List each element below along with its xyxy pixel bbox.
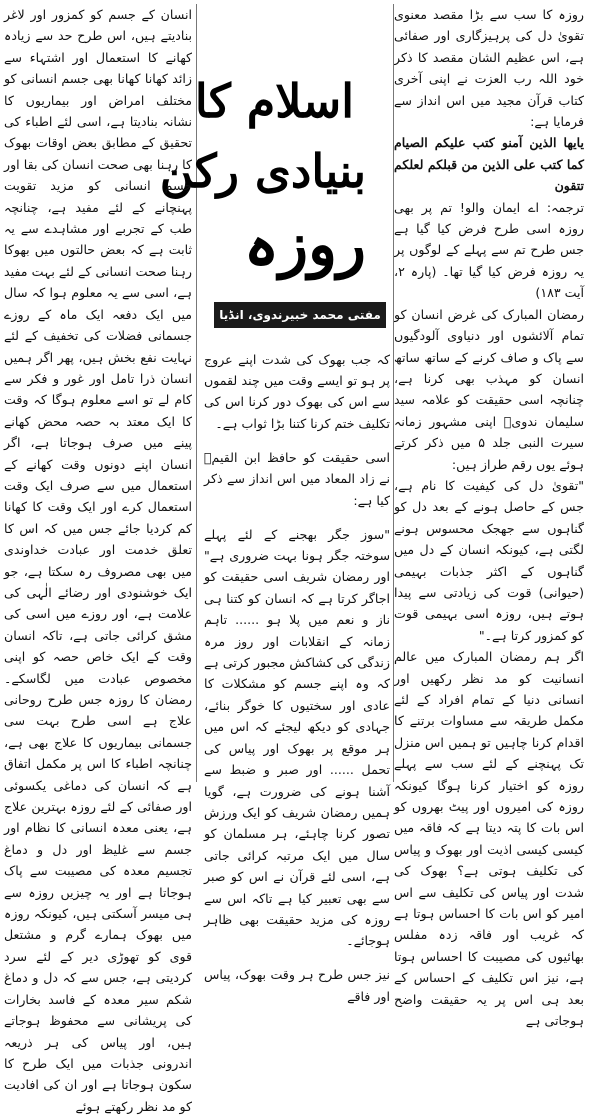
paragraph: اسی حقیقت کو حافظ ابن القیمؒ نے زاد المعاد میں اس انداز سے ذکر کیا ہے: bbox=[204, 449, 390, 508]
paragraph: روزہ کا سب سے بڑا مقصد معنوی تقویٰ دل کی پرہیزگاری اور صفائی ہے، اس عظیم الشان مقصد کا ذکر خود اللہ رب العزت نے اپنی آخری کتاب قرآن مجید میں اس انداز سے فرمایا ہے: bbox=[394, 7, 584, 130]
headline-block bbox=[159, 4, 392, 328]
headline-line-1: اسلام کا bbox=[194, 74, 354, 128]
paragraph: نیز جس طرح ہر وقت بھوک، پیاس اور فاقے bbox=[204, 967, 390, 1004]
paragraph: کہ جب بھوک کی شدت اپنے عروج پر ہو تو ایسے وقت میں چند لقموں سے اس کی بھوک دور کرنا اس کی تکلیف ختم کرنا کتنا بڑا ثواب ہے۔ bbox=[204, 351, 390, 431]
paragraph: اگر ہم رمضان المبارک میں عالم انسانیت کو مد نظر رکھیں اور انسانی دنیا کے تمام افراد کے لئے مکمل طریقہ سے مساوات برتنے کا اقدام کرنا چاہیں تو ہمیں اس منزل تک پہنچنے کے لئے سب سے پہلے روزہ کو اختیار کرنا ہوگا کیونکہ روزہ کی امیروں اور پیٹ بھروں کو اس بات کا پتہ دیتا ہے کہ فاقہ میں کیسی کیسی اذیت اور بھوک و پیاس کی تکلیف ہوتی ہے؟ بھوک کی شدت اور پیاس کی تکلیف سے اس امیر کو اس بات کا احساس ہوتا ہے کہ غریب اور فاقہ زدہ مفلس بھائیوں کی مصیبت کا احساس ہوتا ہے، نیز اس تکلیف کے احساس کے بعد ہی اس پر یہ حقیقت واضح ہوجاتی ہے bbox=[394, 649, 584, 1029]
headline-line-2: بنیادی رکن bbox=[159, 144, 366, 198]
headline-line-3: روزہ bbox=[243, 210, 366, 280]
quran-verse: یایھا الذین آمنو کتب علیکم الصیام کما کتب علی الذین من قبلکم لعلکم تتقون bbox=[394, 135, 584, 194]
article-column-left bbox=[4, 4, 192, 1114]
quote: "سوز جگر بھجنے کے لئے پہلے سوختہ جگر ہونا بہت ضروری ہے" اور رمضان شریف اسی حقیقت کو اجاگر کرتا ہے کہ انسان کو کتنا ہی ناز و نعم میں پلا ہو ...... تاہم زمانہ کے انقلابات اور روز مرہ زندگی کی کشاکش مجبور کرتی ہے کہ وہ اپنے جسم کو مشکلات کا عادی اور سختیوں کا خوگر بنائے، جہادی کو دیکھ لیجئے کہ اس میں ہر موقع پر بھوک اور پیاس کی تحمل ...... اور صبر و ضبط سے آشنا ہونے کی ضرورت ہے، گویا ہمیں رمضان شریف کو ایک ورزش تصور کرنا چاہئے، ہر مسلمان کو سال میں ایک مرتبہ کرائی جاتی ہے، اسی لئے قرآن نے اس کو صبر سے بھی تعبیر کیا ہے تاکہ اس سے روزہ کی مزید حقیقت بھی ظاہر ہوجائے۔ bbox=[204, 526, 390, 949]
author-byline: مفتی محمد خبیرندوی، انڈیا bbox=[214, 302, 386, 328]
paragraph: رمضان المبارک کی غرض انسان کو تمام آلائشوں اور دنیاوی آلودگیوں سے پاک و صاف کرنے کے ساتھ ساتھ انسان کو مہذب بھی کرنا ہے، چنانچہ اسی حقیقت کو علامہ سید سلیمان ندویؒ اپنی مشہور زمانہ سیرت النبی جلد ۵ میں ذکر کرتے ہوئے یوں رقم طراز ہیں: bbox=[394, 306, 584, 472]
article-column-middle bbox=[204, 336, 390, 1004]
quote: "تقویٰ دل کی کیفیت کا نام ہے، جس کے حاصل ہونے کے بعد دل کو گناہوں سے جھجک محسوس ہونے لگتی ہے، کیونکہ انسان کے دل میں گناہوں کے اکثر جذبات بہیمی (حیوانی) قوت کی زیادتی سے پیدا ہوتے ہیں، روزہ اسی بہیمی قوت کو کمزور کرتا ہے۔" bbox=[394, 477, 584, 643]
paragraph: ترجمہ: اے ایمان والو! تم پر بھی روزہ اسی طرح فرض کیا گیا ہے جس طرح تم سے پہلے کے لوگوں پر یہ روزہ فرض کیا گیا تھا۔ (پارہ ۲، آیت ۱۸۳) bbox=[394, 199, 584, 301]
article-column-right bbox=[394, 4, 584, 1029]
column-divider bbox=[393, 4, 394, 782]
paragraph: انسان کے جسم کو کمزور اور لاغر بنادیتے ہیں، اس طرح حد سے زیادہ کھانے کا استعمال اور اشتہاء سے زائد کھانا کھانا بھی جسم انسانی کو مختلف امراض اور بیماریوں کا نشانہ بنادیتا ہے، اسی لئے اطباء کی تحقیق کے مطابق بعض اوقات بھوک کا رہنا بھی صحت انسان کی بقا اور جسم انسانی کو مزید تقویت پہنچانے کے لئے مفید ہے، چنانچہ طب کے تجربے اور مشاہدے سے یہ ثابت ہے کہ بعض حالتوں میں بھوکا رہنا صحت انسانی کے لئے بہت مفید ہے، اسی سے یہ معلوم ہوا کہ سال میں ایک دفعہ ایک ماہ کے روزے جسمانی فضلات کی تخفیف کے لئے نہایت نفع بخش ہیں، پھر اگر ہمیں انسان ذرا تامل اور غور و فکر سے کام لے تو اسے معلوم ہوگا کہ وقت کا ایک معتد بہ حصہ محض کھانے پینے میں صرف ہوجاتا ہے، اگر انسان اپنے دونوں وقت کھانے کے استعمال میں سے صرف ایک وقت استعمال کرے اور ایک وقت کا کھانا کم کردیا جائے جس میں کہ اس کا تعلق خدمت اور عبادت خداوندی میں بھی مصروف رہ سکتا ہے، جو ایک خوشنودی اور رضائے الٰہی کی علامت ہے، اور روزے میں اسی کی مشق کرائی جاتی ہے، تاکہ انسان وقت کے ایک خاص حصہ کو اپنی مخصوص عبادت میں لگاسکے۔ رمضان کا روزہ جس طرح روحانی علاج ہے اسی طرح بہت سی جسمانی بیماریوں کا علاج بھی ہے، چنانچہ اطباء کا اس پر مکمل اتفاق ہے کہ انسان کی دماغی یکسوئی اور صفائی کے لئے روزہ بہترین علاج ہے، یعنی معدہ انسانی کا نظام اور جسم سے غلیظ اور دل و دماغ تجسیم معدہ کی مصیبت سے پاک ہوجاتا ہے اور یہ چیزیں روزہ سے ہی میسر آسکتی ہیں، کیونکہ روزہ میں بھوک ہمارے گرم و مشتعل قوی کو تھوڑی دیر کے لئے سرد کردیتی ہے، جس سے کہ دل و دماغ شکم سیر معدہ کے فاسد بخارات کی پریشانی سے محفوظ ہوجاتے ہیں، اور پیاس کی ہر ذریعہ اندرونی جذبات میں ایک طرح کا سکون ہوجاتا ہے اور ان کی افادیت کو مد نظر رکھتے ہوئے bbox=[4, 7, 192, 1114]
